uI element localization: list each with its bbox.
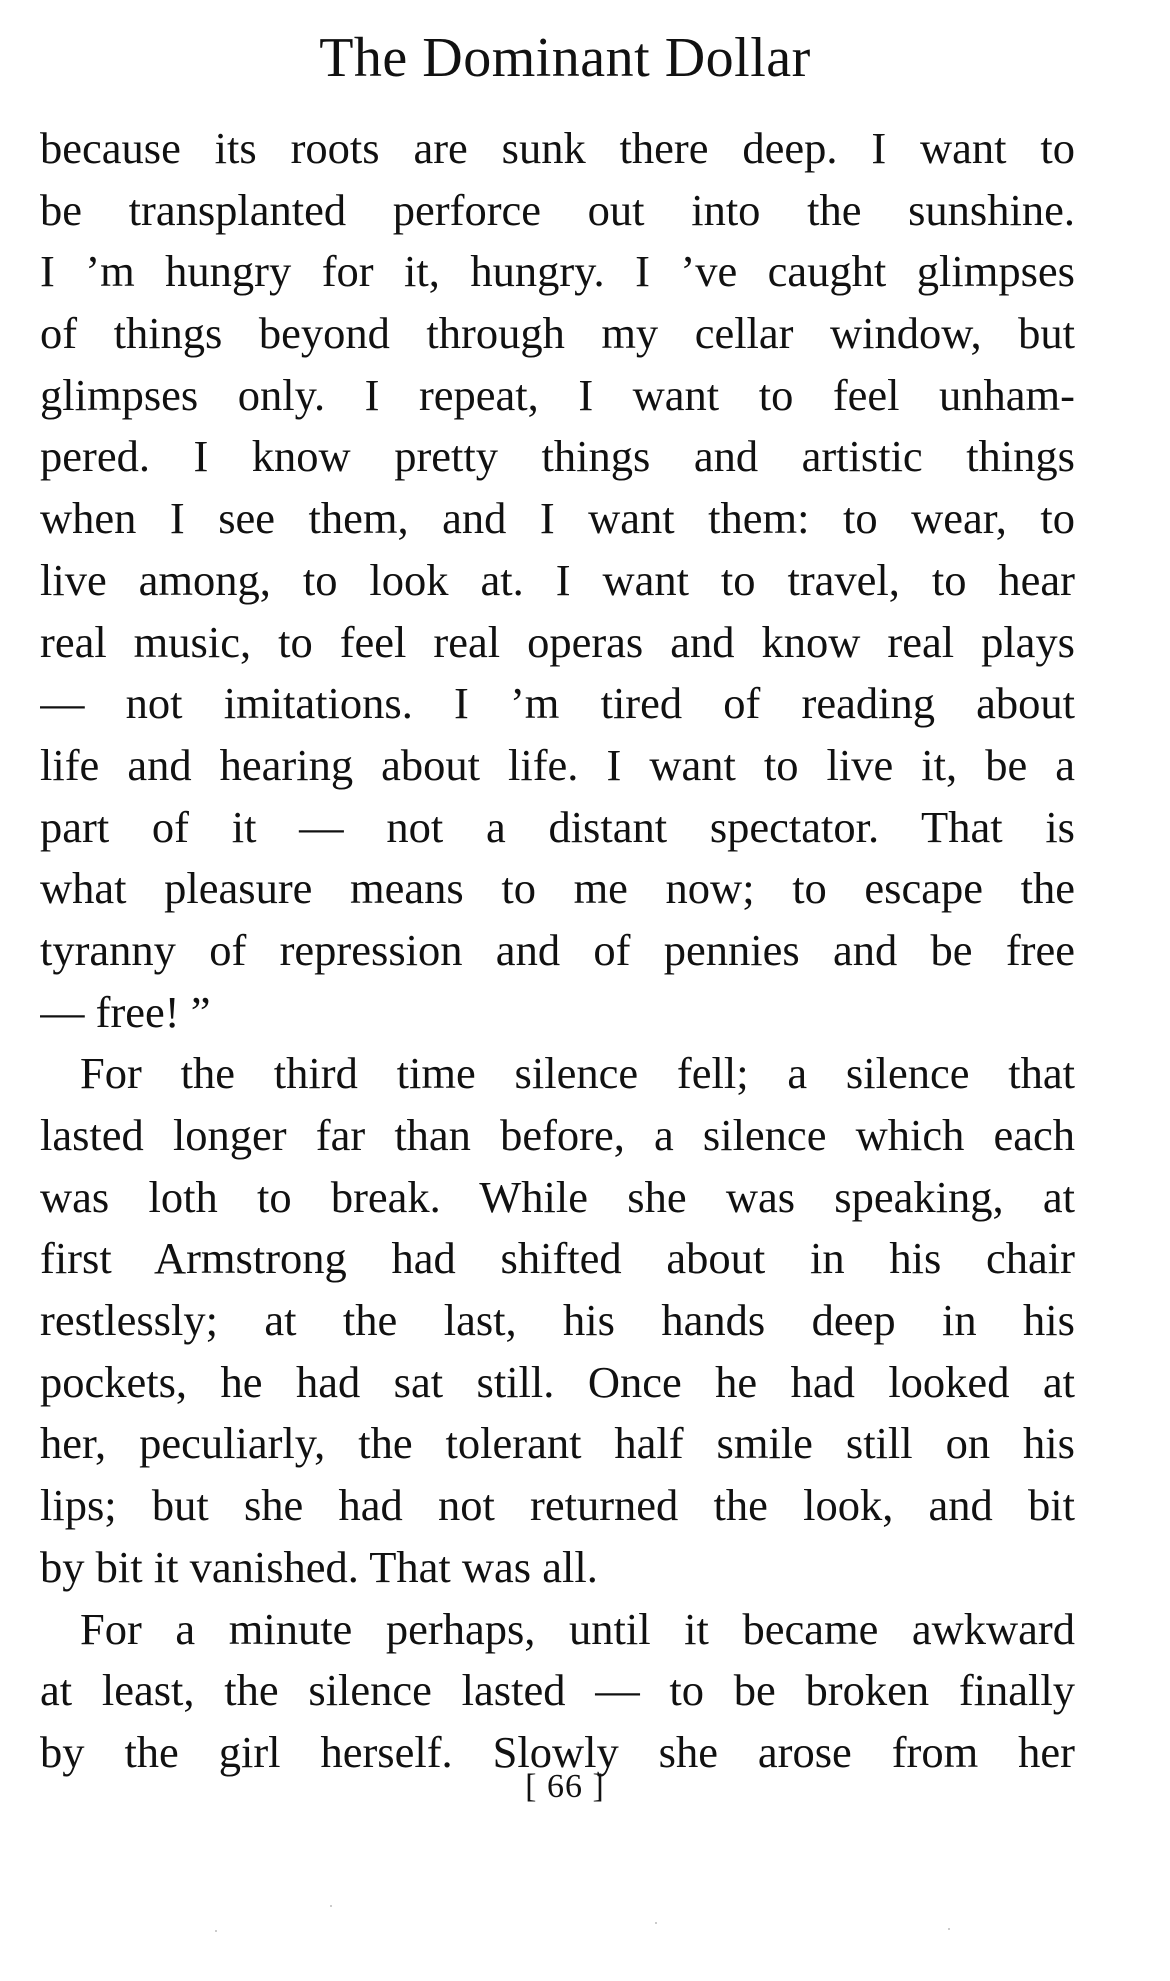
- text-line: I ’m hungry for it, hungry. I ’ve caught glimpses: [40, 246, 1075, 297]
- text-line: real music, to feel real operas and know real plays: [40, 616, 1075, 667]
- text-line: glimpses only. I repeat, I want to feel unham-: [40, 369, 1075, 420]
- text-line: by the girl herself. Slowly she arose from her: [40, 1726, 1075, 1777]
- paper-speck: [330, 1905, 332, 1907]
- text-line: by bit it vanished. That was all.: [40, 1541, 598, 1592]
- text-line: part of it — not a distant spectator. That is: [40, 801, 1075, 852]
- text-line: when I see them, and I want them: to wear, to: [40, 493, 1075, 544]
- text-line: her, peculiarly, the tolerant half smile still on his: [40, 1418, 1075, 1469]
- text-line: live among, to look at. I want to travel, to hear: [40, 554, 1075, 605]
- text-line: tyranny of repression and of pennies and be free: [40, 924, 1075, 975]
- text-line: lips; but she had not returned the look, and bit: [40, 1480, 1075, 1531]
- running-title: The Dominant Dollar: [319, 27, 811, 89]
- paper-speck: [948, 1928, 950, 1930]
- text-line: — free! ”: [40, 986, 211, 1037]
- text-line: pered. I know pretty things and artistic things: [40, 431, 1075, 482]
- text-line: lasted longer far than before, a silence which each: [40, 1110, 1075, 1160]
- paper-speck: [655, 1922, 657, 1924]
- paper-speck: [215, 1930, 217, 1932]
- text-line: what pleasure means to me now; to escape the: [40, 863, 1075, 914]
- text-line: pockets, he had sat still. Once he had looked at: [40, 1356, 1075, 1407]
- text-line: For a minute perhaps, until it became awkward: [80, 1603, 1075, 1654]
- text-line: — not imitations. I ’m tired of reading about: [40, 678, 1075, 729]
- text-line: at least, the silence lasted — to be broken finally: [40, 1665, 1075, 1716]
- text-line: For the third time silence fell; a silence that: [80, 1048, 1075, 1099]
- text-line: restlessly; at the last, his hands deep in his: [40, 1295, 1075, 1346]
- text-line: first Armstrong had shifted about in his chair: [40, 1233, 1075, 1284]
- page-number: [ 66 ]: [525, 1768, 605, 1805]
- body-text: [40, 118, 1075, 1784]
- text-line: was loth to break. While she was speaking, at: [40, 1171, 1075, 1222]
- text-line: of things beyond through my cellar window, but: [40, 308, 1075, 359]
- text-line: be transplanted perforce out into the sunshine.: [40, 184, 1075, 235]
- text-line: life and hearing about life. I want to live it, be a: [40, 739, 1075, 790]
- text-line: because its roots are sunk there deep. I want to: [40, 123, 1075, 173]
